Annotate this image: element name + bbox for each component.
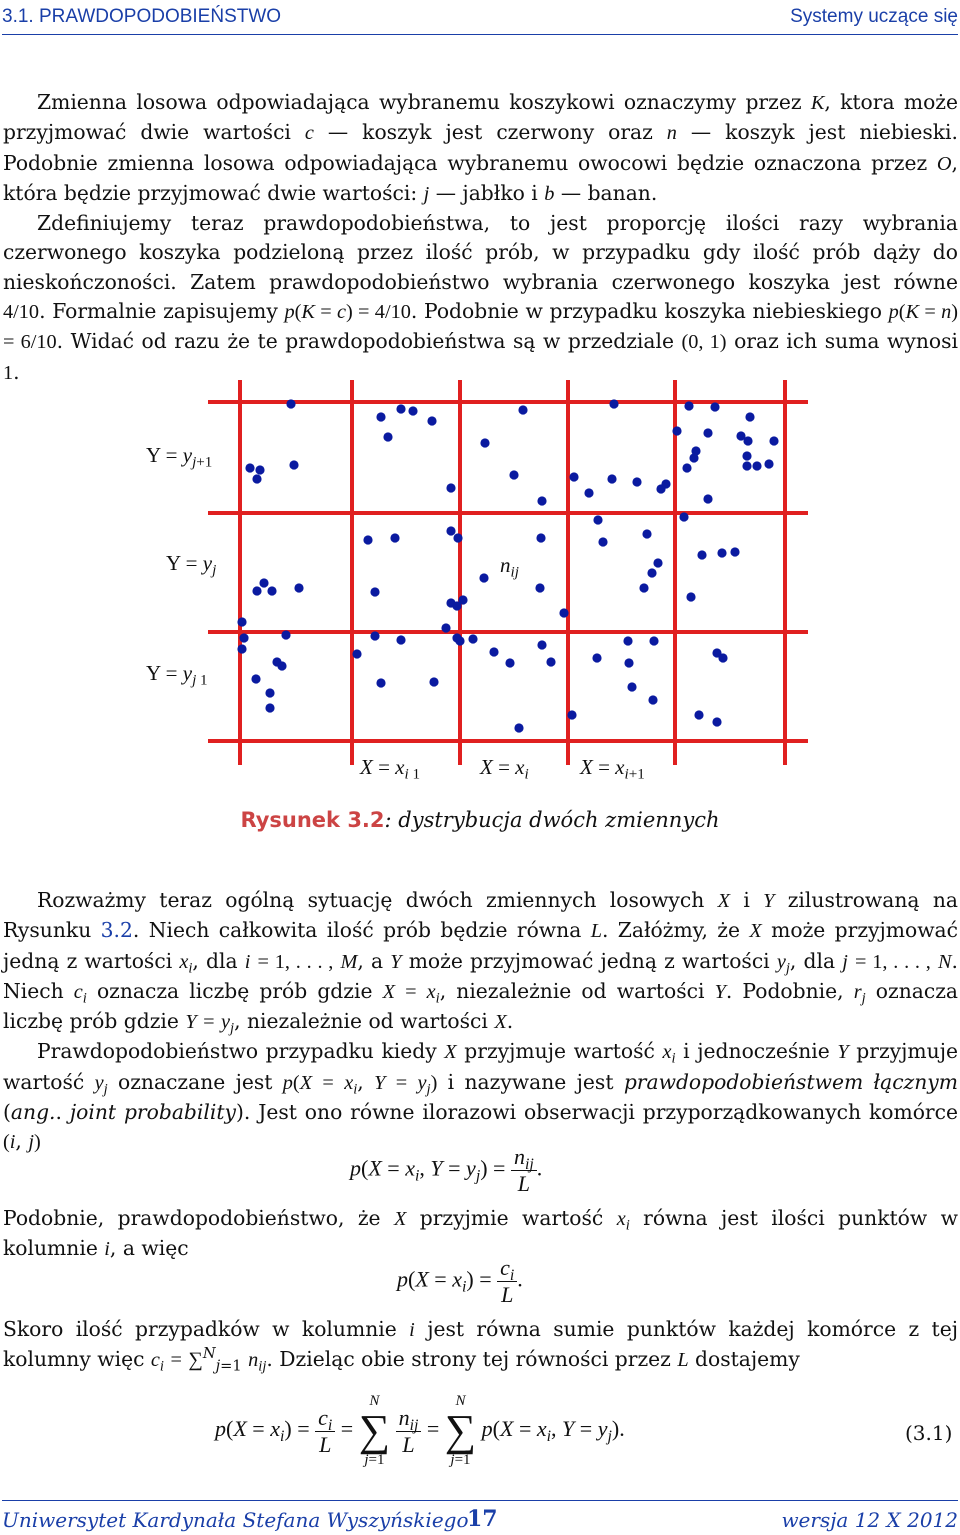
data-point (265, 688, 274, 697)
data-point (427, 416, 436, 425)
data-point (710, 402, 719, 411)
data-point (255, 465, 264, 474)
data-point (352, 649, 361, 658)
data-point (745, 412, 754, 421)
data-point (718, 653, 727, 662)
data-point (446, 483, 455, 492)
data-point (265, 703, 274, 712)
paragraph-6-block (3, 1315, 958, 1376)
data-point (455, 636, 464, 645)
data-point (480, 438, 489, 447)
data-point (569, 472, 578, 481)
data-point (514, 723, 523, 732)
data-point (639, 583, 648, 592)
data-point (446, 526, 455, 535)
intro-paragraphs (3, 88, 958, 388)
data-point (672, 426, 681, 435)
data-point (647, 568, 656, 577)
data-point (661, 479, 670, 488)
data-point (632, 477, 641, 486)
data-point (458, 595, 467, 604)
section-title: 3.1. PRAWDOPODOBIEŃSTWO (2, 6, 282, 27)
data-point (289, 460, 298, 469)
distribution-figure (0, 375, 960, 795)
data-point (363, 535, 372, 544)
data-point (396, 404, 405, 413)
footer-rule (2, 1500, 958, 1501)
data-point (703, 428, 712, 437)
data-point (277, 661, 286, 670)
sum-rule-equation: $p(X = x_i)$ = $\frac{c_i}{L}$ = N ∑ j=1 $\frac{n_{ij}}{L}$ = N ∑ j=1 $p(X = x_i$, $Y = y_j$). (215, 1393, 625, 1468)
data-point (691, 446, 700, 455)
data-point (370, 631, 379, 640)
data-point (648, 695, 657, 704)
data-point (769, 436, 778, 445)
data-point (743, 436, 752, 445)
data-point (584, 488, 593, 497)
footer-university: Uniwersytet Kardynała Stefana Wyszyńskiego (2, 1508, 469, 1532)
data-point (509, 470, 518, 479)
joint-probability-equation: $p(X = x_i$, $Y = y_j$) = $\frac{n_{ij}}{L}$ . (350, 1144, 543, 1196)
data-point (642, 529, 651, 538)
body-paragraphs (3, 886, 958, 1158)
data-point (679, 512, 688, 521)
data-point (237, 644, 246, 653)
paragraph-5: Podobnie, prawdopodobieństwo, że X przyjmie wartość $x_i$ równa jest ilości punktów w kolumnie i, a więc (3, 1206, 958, 1261)
data-point (653, 558, 662, 567)
data-point (730, 547, 739, 556)
data-point (252, 586, 261, 595)
data-point (684, 401, 693, 410)
data-point (742, 461, 751, 470)
figure-caption (0, 808, 960, 832)
data-point (764, 459, 773, 468)
data-point (537, 496, 546, 505)
data-point (281, 630, 290, 639)
data-point (536, 533, 545, 542)
data-point (259, 578, 268, 587)
data-point (686, 592, 695, 601)
data-point (717, 548, 726, 557)
paragraph-2: Zdefiniujemy teraz prawdopodobieństwa, to jest proporcję ilości razy wybrania czerwonego koszyka podzieloną przez ilość prób, w przypadku gdy ilość prób dąży do nieskończoności. Zatem prawdopodobieństwo wybrania czerwonego koszyka jest równe 4/10. Formalnie zapisujemy p(K = c) = 4/10. Podobnie w przypadku koszyka niebieskiego p(K = n) = 6/10. Widać od razu że te prawdopodobieństwa są w przedziale (0, 1) oraz ich suma wynosi 1. (3, 211, 959, 384)
data-point (607, 474, 616, 483)
y-label-j-minus-1: $Y = y_{j 1}$ (146, 661, 208, 689)
x-label-i-plus-1: $X = x_{i+1}$ (580, 755, 645, 783)
data-point (237, 617, 246, 626)
data-point (703, 494, 712, 503)
paragraph-6: Skoro ilość przypadków w kolumnie i jest równa sumie punktów każdej komórce z tej kolumny więc $c_i = \sum^N_{j=1}$ $n_{ij}$. Dzieląc obie strony tej równości przez L dostajemy (3, 1317, 958, 1375)
caption-text: : dystrybucja dwóch zmiennych (384, 808, 720, 832)
data-point (535, 583, 544, 592)
data-point (537, 640, 546, 649)
data-point (712, 717, 721, 726)
data-point (252, 474, 261, 483)
data-point (453, 533, 462, 542)
data-point (267, 586, 276, 595)
equation-number: (3.1) (905, 1421, 953, 1445)
data-point (623, 636, 632, 645)
header-rule (2, 34, 958, 35)
footer-version: wersja 12 X 2012 (781, 1508, 958, 1532)
data-point (251, 674, 260, 683)
data-point (370, 587, 379, 596)
x-label-i: $X = x_i$ (480, 755, 529, 783)
data-point (694, 710, 703, 719)
data-point (396, 635, 405, 644)
data-point (742, 451, 751, 460)
data-point (609, 399, 618, 408)
data-point (294, 583, 303, 592)
data-point (592, 653, 601, 662)
page-number: 17 (467, 1506, 498, 1532)
data-point (376, 678, 385, 687)
data-point (752, 461, 761, 470)
data-point (383, 432, 392, 441)
y-label-j-plus-1: $Y = y_{j+1}$ (146, 443, 213, 471)
data-point (376, 412, 385, 421)
data-point (468, 634, 477, 643)
data-point (505, 658, 514, 667)
data-point (390, 533, 399, 542)
caption-label: Rysunek 3.2 (240, 808, 385, 832)
data-point (697, 550, 706, 559)
data-point (245, 463, 254, 472)
data-point (593, 515, 602, 524)
data-point (239, 633, 248, 642)
y-label-j: $Y = y_j$ (166, 551, 217, 579)
data-point (479, 573, 488, 582)
data-point (286, 399, 295, 408)
data-point (682, 463, 691, 472)
paragraph-3: Rozważmy teraz ogólną sytuację dwóch zmiennych losowych X i Y zilustrowaną na Rysunku 3.2. Niech całkowita ilość prób będzie równa L. Załóżmy, że X może przyjmować jedną z wartości $x_i$, dla i = 1, . . . , M, a Y może przyjmować jedną z wartości $y_j$, dla j = 1, . . . , N. Niech $c_i$ oznacza liczbę prób gdzie $X = x_i$, niezależnie od wartości Y. Podobnie, $r_j$ oznacza liczbę prób gdzie $Y = y_j$, niezależnie od wartości X. (3, 888, 959, 1037)
book-title: Systemy uczące się (790, 6, 958, 27)
data-point (546, 657, 555, 666)
data-point (567, 710, 576, 719)
data-point (441, 623, 450, 632)
marginal-probability-equation: $p(X = x_i)$ = $\frac{c_i}{L}$ . (397, 1255, 523, 1307)
x-label-i-minus-1: $X = x_{i 1}$ (360, 755, 421, 783)
data-point (518, 405, 527, 414)
data-point (559, 608, 568, 617)
page-footer (2, 1500, 958, 1534)
data-point (598, 537, 607, 546)
data-point (408, 406, 417, 415)
cell-label-nij: $n_{ij}$ (500, 553, 519, 581)
paragraph-4: Prawdopodobieństwo przypadku kiedy X przyjmuje wartość $x_i$ i jednocześnie Y przyjmuje wartość $y_j$ oznaczane jest $p(X = x_i$, $Y = y_j$) i nazywane jest prawdopodobieństwem łącznym (ang.. joint probability). Jest ono równe ilorazowi obserwacji przyporządkowanych komórce (i, j) (3, 1039, 958, 1154)
data-point (627, 682, 636, 691)
data-point (429, 677, 438, 686)
paragraph-1: Zmienna losowa odpowiadająca wybranemu koszykowi oznaczymy przez K, ktora może przyjmować dwie wartości c — koszyk jest czerwony oraz n — koszyk jest niebieski. Podobnie zmienna losowa odpowiadająca wybranemu owocowi będzie oznaczona przez O, która będzie przyjmować dwie wartości: j — jabłko i b — banan. (3, 90, 958, 205)
data-point (624, 658, 633, 667)
page-header (2, 4, 958, 32)
data-point (649, 636, 658, 645)
data-point (489, 647, 498, 656)
